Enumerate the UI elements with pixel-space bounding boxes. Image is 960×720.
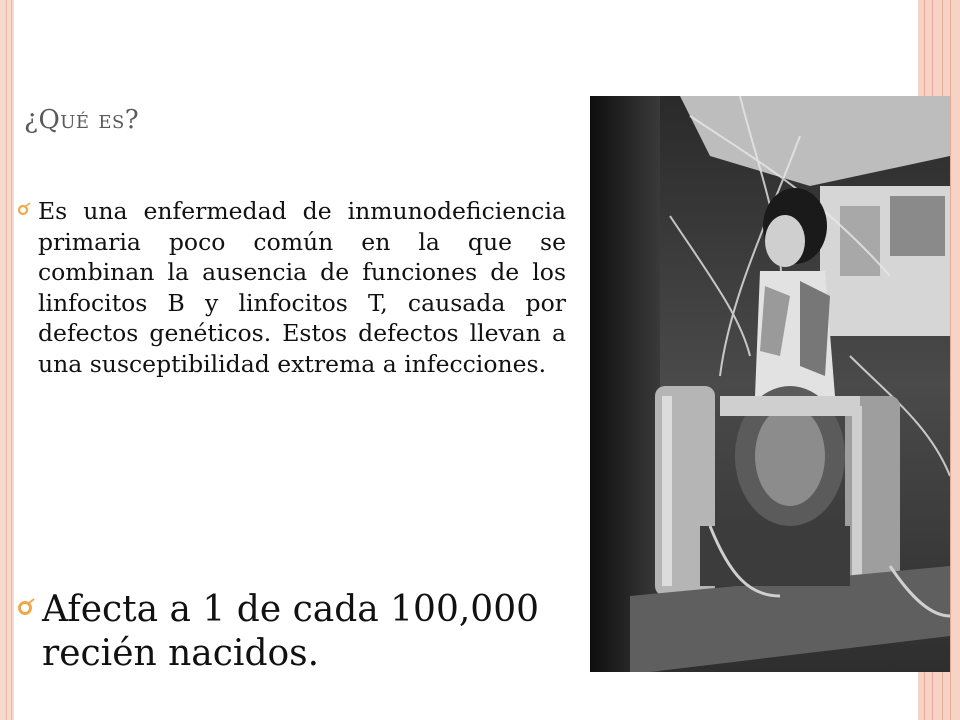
photo-child-isolation-bubble [590,96,950,672]
left-border-line [6,0,7,720]
bullet-text: Es una enfermedad de inmunodeficiencia primaria poco común en la que se combinan la ausencia de funciones de los linfocitos B y linfocitos T, causada por defectos genéticos. Estos defectos llevan a una susceptibilidad extrema a infecciones. [38,197,566,378]
border-stripe [950,0,951,720]
slide-title: ¿Qué es? [24,105,140,135]
bullet-text: Afecta a 1 de cada 100,000 recién nacidos. [42,589,540,674]
left-border-line [11,0,12,720]
bullet-icon [18,205,30,217]
bullet-icon [18,601,34,617]
